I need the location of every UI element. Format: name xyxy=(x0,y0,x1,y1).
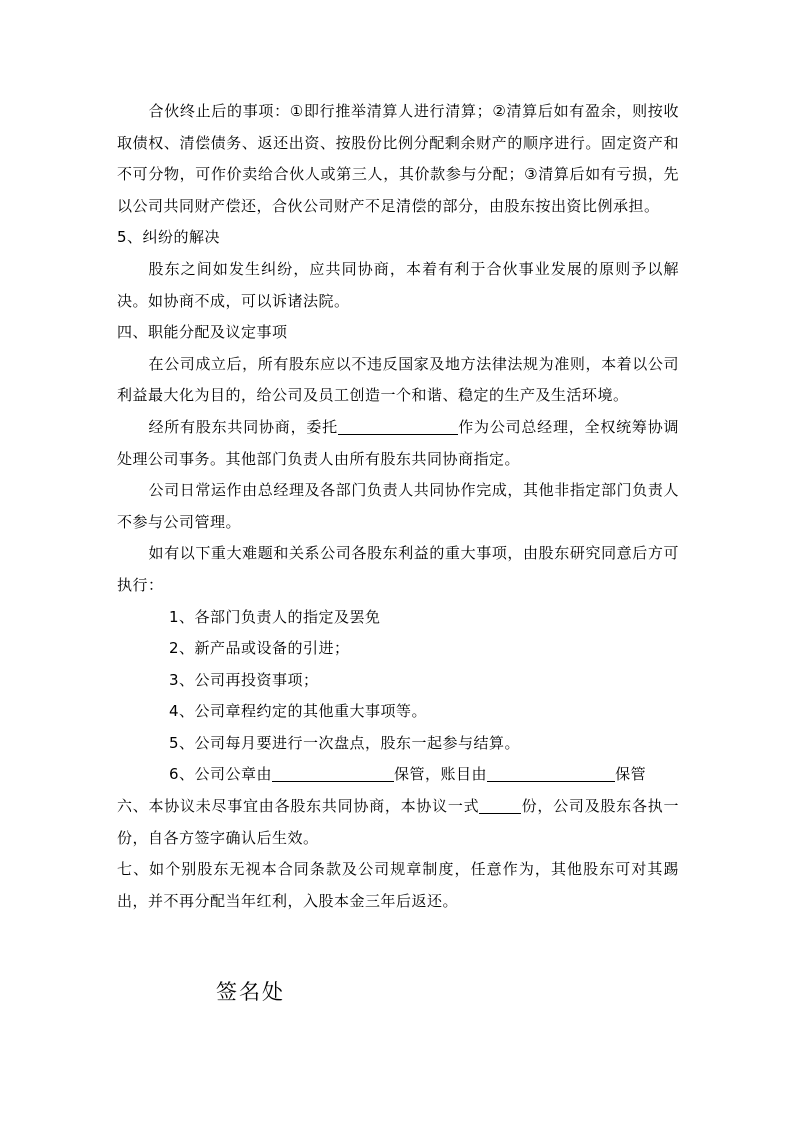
termination-paragraph: 合伙终止后的事项：①即行推举清算人进行清算；②清算后如有盈余，则按收取债权、清偿债务、返还出资、按股份比例分配剩余财产的顺序进行。固定资产和不可分物，可作价卖给合伙人或第三人，其价款参与分配；③清算后如有亏损，先以公司共同财产偿还，合伙公司财产不足清偿的部分，由股东按出资比例承担。 xyxy=(117,102,679,215)
section-4-heading: 四、职能分配及议定事项 xyxy=(117,323,288,342)
major-matters-paragraph: 如有以下重大难题和关系公司各股东利益的重大事项，由股东研究同意后方可执行： xyxy=(117,544,679,594)
seal-text-a: 6、公司公章由 xyxy=(169,765,273,784)
seal-keeper-blank[interactable] xyxy=(272,763,394,782)
section-5-heading: 5、纠纷的解决 xyxy=(117,228,221,247)
list-item: 5、公司每月要进行一次盘点，股东一起参与结算。 xyxy=(169,733,521,752)
principles-paragraph: 在公司成立后，所有股东应以不违反国家及地方法律法规为准则，本着以公司利益最大化为目的，给公司及员工创造一个和谐、稳定的生产及生活环境。 xyxy=(117,354,679,405)
operations-paragraph: 公司日常运作由总经理及各部门负责人共同协作完成，其他非指定部门负责人不参与公司管理。 xyxy=(117,481,679,531)
list-item: 4、公司章程约定的其他重大事项等。 xyxy=(169,702,428,721)
sec6-text-b: 份，公司及股东各执一份，自各方签字确认后生效。 xyxy=(117,797,679,847)
manager-text-before: 经所有股东共同协商，委托 xyxy=(148,417,338,436)
document-body xyxy=(117,96,679,917)
list-item: 3、公司再投资事项； xyxy=(169,670,319,689)
dispute-paragraph: 股东之间如发生纠纷，应共同协商，本着有利于合伙事业发展的原则予以解决。如协商不成，可以诉诸法院。 xyxy=(117,259,679,310)
seal-text-c: 保管 xyxy=(615,765,647,784)
manager-name-blank[interactable] xyxy=(338,416,458,435)
list-item: 1、各部门负责人的指定及罢免 xyxy=(169,607,381,626)
sec6-text-a: 六、本协议未尽事宜由各股东共同协商，本协议一式 xyxy=(117,797,480,816)
manager-paragraph xyxy=(117,412,679,475)
accounts-keeper-blank[interactable] xyxy=(487,763,615,782)
seal-custody-item xyxy=(117,759,679,791)
copies-count-blank[interactable] xyxy=(479,795,521,814)
seal-text-b: 保管，账目由 xyxy=(394,765,488,784)
signature-label: 签名处 xyxy=(216,980,285,1004)
section-7-paragraph: 七、如个别股东无视本合同条款及公司规章制度，任意作为，其他股东可对其踢出，并不再分配当年红利，入股本金三年后返还。 xyxy=(117,860,679,910)
section-6-paragraph xyxy=(117,791,679,854)
list-item: 2、新产品或设备的引进； xyxy=(169,639,350,658)
manager-text-after: 作为公司总经理，全权统筹协调处理公司事务。其他部门负责人由所有股东共同协商指定。 xyxy=(117,417,679,468)
